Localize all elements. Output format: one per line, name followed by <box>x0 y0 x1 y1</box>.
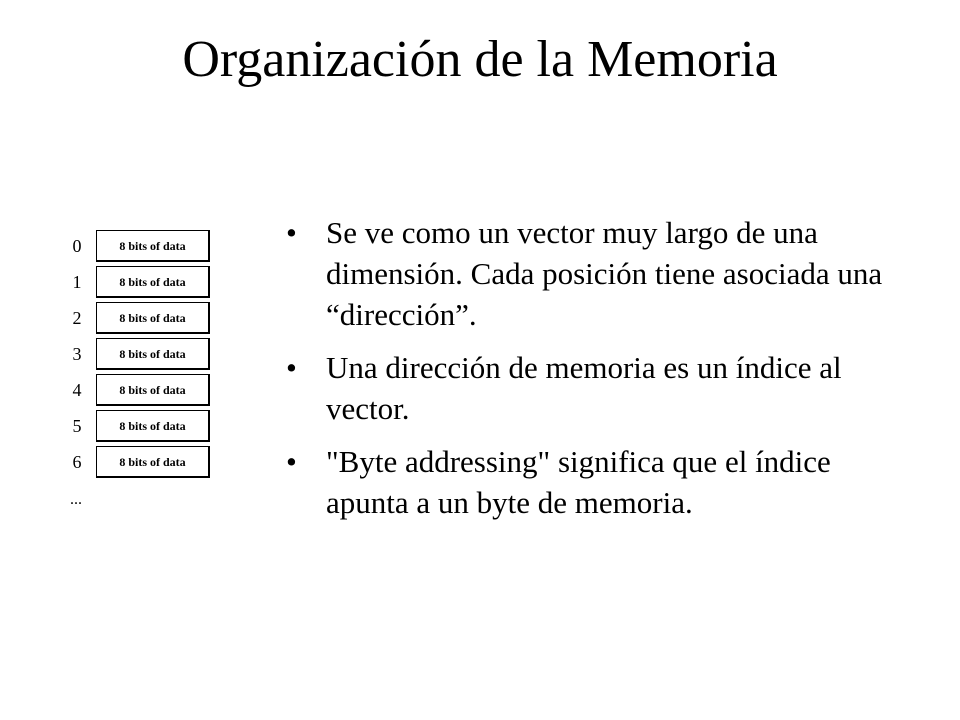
bullet-icon: • <box>286 350 297 385</box>
bullet-icon: • <box>286 444 297 479</box>
bullet-item <box>286 347 886 429</box>
memory-address: 2 <box>72 308 82 328</box>
bullet-icon: • <box>286 215 297 250</box>
memory-cell: 8 bits of data <box>96 302 210 334</box>
memory-address: 5 <box>72 416 82 436</box>
memory-ellipsis: ... <box>70 491 82 508</box>
bullet-item <box>286 441 886 523</box>
bullet-list <box>286 212 886 535</box>
memory-cell: 8 bits of data <box>96 338 210 370</box>
memory-diagram <box>0 0 260 560</box>
bullet-text: "Byte addressing" significa que el índice apunta a un byte de memoria. <box>326 444 831 520</box>
memory-address: 0 <box>72 236 82 256</box>
memory-cell: 8 bits of data <box>96 266 210 298</box>
bullet-text: Se ve como un vector muy largo de una dimensión. Cada posición tiene asociada una “dirección”. <box>326 215 883 332</box>
memory-address: 4 <box>72 380 82 400</box>
memory-address: 6 <box>72 452 82 472</box>
memory-address: 1 <box>72 272 82 292</box>
bullet-text: Una dirección de memoria es un índice al vector. <box>326 350 842 426</box>
memory-cell: 8 bits of data <box>96 446 210 478</box>
bullet-item <box>286 212 886 335</box>
memory-cell: 8 bits of data <box>96 374 210 406</box>
memory-cell: 8 bits of data <box>96 230 210 262</box>
memory-cell: 8 bits of data <box>96 410 210 442</box>
memory-address: 3 <box>72 344 82 364</box>
slide-title: Organización de la Memoria <box>182 31 778 88</box>
